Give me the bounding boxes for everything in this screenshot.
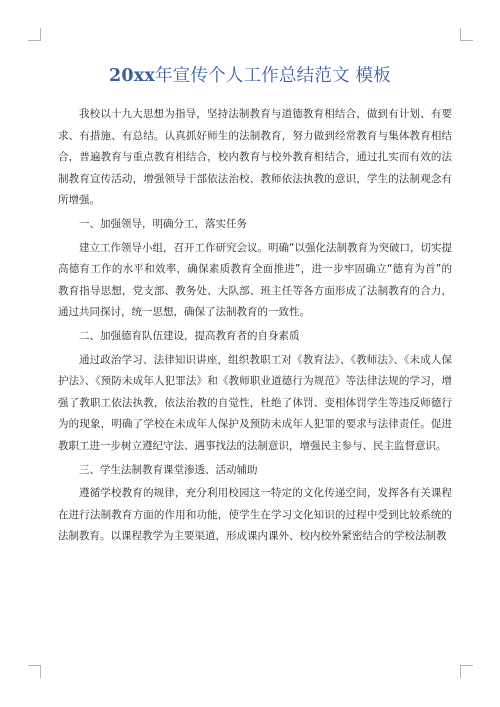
crop-mark-top-right xyxy=(460,28,473,41)
section-heading: 二、加强德育队伍建设，提高教育者的自身素质 xyxy=(79,329,300,342)
body-paragraph: 我校以十九大思想为指导，坚持法制教育与道德教育相结合，做到有计划、有要求、有措施、有总结。认真抓好师生的法制教育，努力做到经常教育与集体教育相结合，普遍教育与重点教育相结合，校内教育与校外教育相结合，通过扎实而有效的法制教育宣传活动，增强领导干部依法治校、教师依法执教的意识，学生的法制观念有所增强。 xyxy=(58,108,452,207)
document-title xyxy=(0,62,500,87)
crop-mark-bottom-right xyxy=(460,665,473,678)
body-paragraph: 建立工作领导小组，召开工作研究会议。明确“以强化法制教育为突破口，切实提高德育工作的水平和效率，确保素质教育全面推进”，进一步牢固确立“德育为首”的教育指导思想，党支部、教务处、大队部、班主任等各方面形成了法制教育的合力，通过共同探讨，统一思想，确保了法制教育的一致性。 xyxy=(58,241,452,319)
body-paragraph: 遵循学校教育的规律，充分利用校园这一特定的文化传递空间，发挥各有关课程在进行法制教育方面的作用和功能，使学生在学习文化知识的过程中受到比较系统的法制教育。以课程教学为主要渠道，形成课内课外、校内校外紧密结合的学校法制教 xyxy=(58,487,452,543)
document-title-text: 年宣传个人工作总结范文 模板 xyxy=(155,66,391,86)
document-title-prefix: 20xx xyxy=(109,66,156,86)
body-paragraph: 通过政治学习、法律知识讲座，组织教职工对《教育法》、《教师法》、《未成人保护法》、《预防未成年人犯罪法》和《教师职业道德行为规范》等法律法规的学习，增强了教职工依法执教，依法治教的自觉性，杜绝了体罚、变相体罚学生等违反师德行为的现象，明确了学校在未成年人保护及预防未成年人犯罪的要求与法律责任。促进教职工进一步树立遵纪守法、遇事找法的法制意识，增强民主参与、民主监督意识。 xyxy=(58,353,452,452)
crop-mark-top-left xyxy=(28,28,41,41)
section-heading: 三、学生法制教育课堂渗透、活动辅助 xyxy=(79,463,258,476)
crop-mark-bottom-left xyxy=(28,665,41,678)
section-heading: 一、加强领导，明确分工，落实任务 xyxy=(79,217,247,230)
document-body xyxy=(58,104,452,548)
